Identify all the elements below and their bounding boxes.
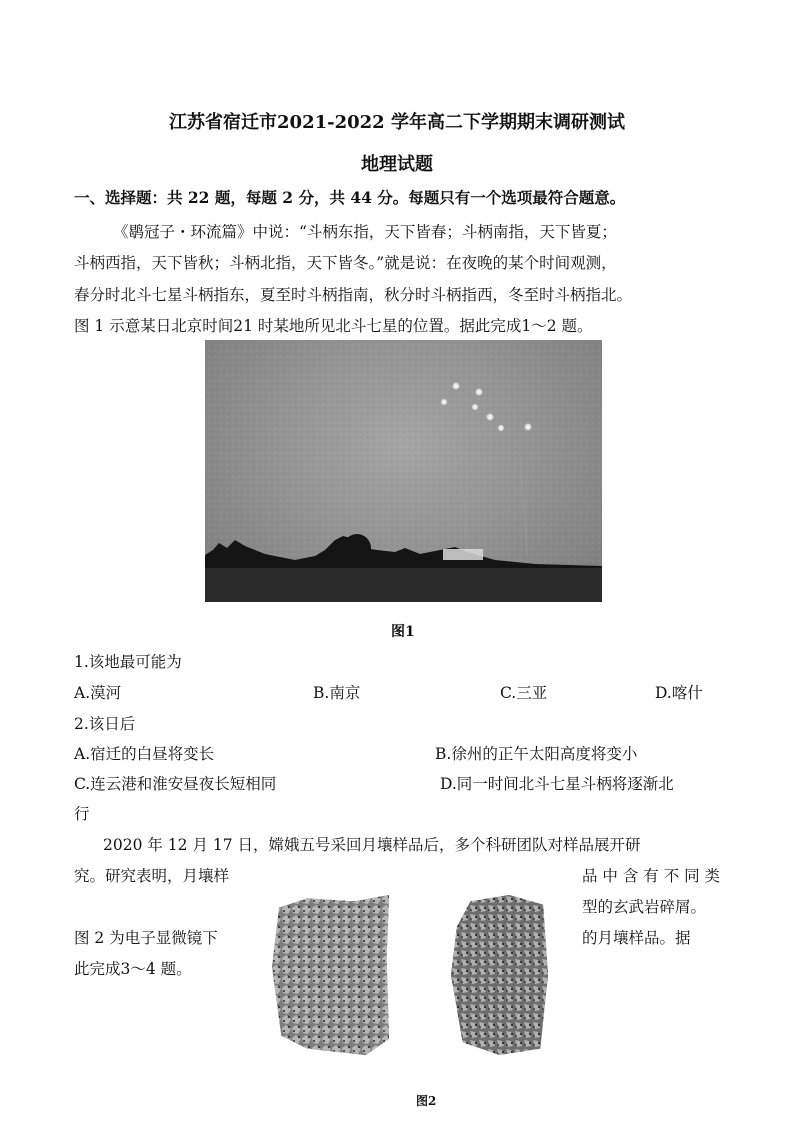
question-1-option-d: D.喀什 xyxy=(655,684,703,702)
question-2-option-c: C.连云港和淮安昼夜长短相同 xyxy=(74,775,277,793)
question-1-option-b: B.南京 xyxy=(313,684,361,702)
section-heading: 一、选择题：共 22 题，每题 2 分，共 44 分。每题只有一个选项最符合题意。 xyxy=(74,188,626,207)
passage1-line-2: 斗柄西指，天下皆秋；斗柄北指，天下皆冬。”就是说：在夜晚的某个时间观测， xyxy=(74,254,617,272)
figure2-sample-right xyxy=(451,895,548,1055)
passage2-line-4-left: 图 2 为电子显微镜下 xyxy=(74,929,218,947)
question-2-option-b: B.徐州的正午太阳高度将变小 xyxy=(435,745,638,763)
question-2-option-d-continued: 行 xyxy=(74,805,90,823)
passage2-line-2-right: 品 中 含 有 不 同 类 xyxy=(582,867,721,885)
page-subtitle: 地理试题 xyxy=(361,154,433,175)
figure2-caption: 图2 xyxy=(416,1094,437,1108)
passage2-line-2-left: 究。研究表明，月壤样 xyxy=(74,867,230,885)
figure2-sample-left xyxy=(272,895,389,1055)
passage1-line-3: 春分时北斗七星斗柄指东，夏至时斗柄指南，秋分时斗柄指西，冬至时斗柄指北。 xyxy=(74,286,633,304)
question-1-option-a: A.漠河 xyxy=(74,684,122,702)
figure1-night-sky-photo xyxy=(205,340,602,602)
figure1-caption: 图1 xyxy=(391,624,415,640)
page-title: 江苏省宿迁市2021-2022 学年高二下学期期末调研测试 xyxy=(169,112,625,133)
passage1-line-4: 图 1 示意某日北京时间21 时某地所见北斗七星的位置。据此完成1～2 题。 xyxy=(74,317,593,335)
question-2-option-d: D.同一时间北斗七星斗柄将逐渐北 xyxy=(440,775,674,793)
question-2-stem: 2.该日后 xyxy=(74,715,136,733)
passage1-line-1: 《鹖冠子・环流篇》中说：“斗柄东指，天下皆春；斗柄南指，天下皆夏； xyxy=(113,223,617,241)
passage2-line-1: 2020 年 12 月 17 日，嫦娥五号采回月壤样品后，多个科研团队对样品展开研 xyxy=(103,836,641,854)
question-2-option-a: A.宿迁的白昼将变长 xyxy=(74,745,215,763)
question-1-option-c: C.三亚 xyxy=(500,684,548,702)
question-1-stem: 1.该地最可能为 xyxy=(74,653,182,671)
passage2-line-4-right: 的月壤样品。据 xyxy=(582,929,691,947)
passage2-line-3-right: 型的玄武岩碎屑。 xyxy=(582,898,707,916)
passage2-line-5-left: 此完成3～4 题。 xyxy=(74,960,192,978)
